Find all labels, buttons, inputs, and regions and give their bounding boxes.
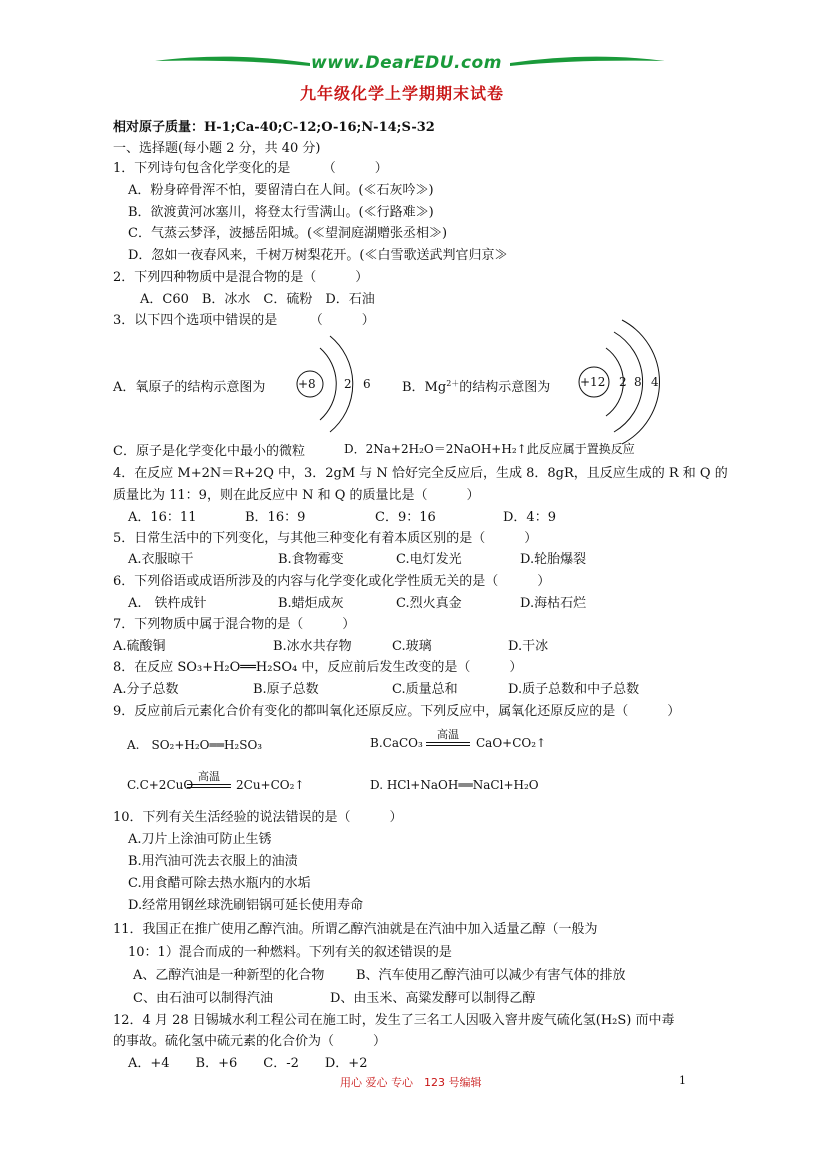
q3-stem: 3．以下四个选项中错误的是 （ ） [113, 313, 375, 328]
q2-stem: 2．下列四种物质中是混合物的是（ ） [113, 270, 369, 285]
q6-option-b: B.蜡炬成灰 [278, 596, 344, 611]
q4-option-d: D．4：9 [503, 510, 556, 525]
q1-option-c: C．气蒸云梦泽，波撼岳阳城。(≪望洞庭湖赠张丞相≫) [128, 226, 448, 241]
q4-option-a: A．16：11 [128, 510, 197, 525]
q11-option-b: B、汽车使用乙醇汽油可以减少有害气体的排放 [356, 968, 626, 983]
q7-stem: 7．下列物质中属于混合物的是（ ） [113, 617, 356, 632]
q11-option-d: D、由玉米、高粱发酵可以制得乙醇 [330, 991, 536, 1006]
q8-option-c: C.质量总和 [392, 682, 458, 697]
q4-stem-2: 质量比为 11：9，则在此反应中 N 和 Q 的质量比是（ ） [113, 488, 480, 503]
q8-option-b: B.原子总数 [253, 682, 319, 697]
q12-options: A．+4 B．+6 C．-2 D．+2 [128, 1056, 368, 1071]
q6-option-c: C.烈火真金 [396, 596, 462, 611]
q9-option-b-left: B.CaCO₃ [370, 736, 423, 750]
q12-stem-1: 12．4 月 28 日锡城水利工程公司在施工时，发生了三名工人因吸入窨井废气硫化氢(H₂S) 而中毒 [113, 1013, 675, 1028]
q5-option-c: C.电灯发光 [396, 552, 462, 567]
q9-option-a: A. SO₂+H₂O══H₂SO₃ [127, 738, 263, 752]
page-number: 1 [679, 1074, 686, 1087]
q10-stem: 10．下列有关生活经验的说法错误的是（ ） [113, 810, 403, 825]
q8-option-a: A.分子总数 [113, 682, 179, 697]
q1-option-b: B．欲渡黄河冰塞川，将登太行雪满山。(≪行路难≫) [128, 205, 434, 220]
page-title: 九年级化学上学期期末试卷 [300, 84, 505, 103]
q9-option-d: D. HCl+NaOH══NaCl+H₂O [370, 778, 539, 792]
atomic-mass: 相对原子质量：H-1;Ca-40;C-12;O-16;N-14;S-32 [113, 120, 435, 135]
q5-option-b: B.食物霉变 [278, 552, 344, 567]
q6-stem: 6．下列俗语或成语所涉及的内容与化学变化或化学性质无关的是（ ） [113, 574, 551, 589]
brand-logo: www.DearEDU.com [311, 53, 502, 73]
magnesium-shell-1: 2 [619, 375, 627, 389]
magnesium-nucleus: +12 [580, 375, 606, 389]
q1-option-d: D．忽如一夜春风来，千树万树梨花开。(≪白雪歌送武判官归京≫ [128, 248, 508, 263]
q7-option-d: D.干冰 [508, 639, 549, 654]
oxygen-shell-2: 6 [363, 377, 371, 391]
q2-options: A．C60 B．冰水 C．硫粉 D．石油 [140, 292, 375, 307]
q5-stem: 5．日常生活中的下列变化，与其他三种变化有着本质区别的是（ ） [113, 531, 538, 546]
q1-option-a: A．粉身碎骨浑不怕，要留清白在人间。(≪石灰吟≫) [128, 183, 434, 198]
footer-text: 用心 爱心 专心 123 号编辑 [340, 1076, 482, 1089]
q3-option-a: A．氧原子的结构示意图为 [113, 380, 266, 395]
q10-option-b: B.用汽油可洗去衣服上的油渍 [128, 854, 298, 869]
q1-stem: 1．下列诗句包含化学变化的是 （ ） [113, 161, 388, 176]
q7-option-a: A.硫酸铜 [113, 639, 166, 654]
q9-option-c-right: 2Cu+CO₂↑ [236, 778, 305, 792]
q11-option-a: A、乙醇汽油是一种新型的化合物 [133, 968, 325, 983]
q11-option-c: C、由石油可以制得汽油 [133, 991, 273, 1006]
q3-option-d: D．2Na+2H₂O＝2NaOH+H₂↑此反应属于置换反应 [344, 442, 635, 456]
magnesium-shell-3: 4 [651, 375, 659, 389]
q8-option-d: D.质子总数和中子总数 [508, 682, 640, 697]
magnesium-shell-2: 8 [634, 375, 642, 389]
oxygen-nucleus: +8 [298, 377, 316, 391]
q10-option-a: A.刀片上涂油可防止生锈 [128, 832, 272, 847]
q6-option-a: A. 铁杵成针 [128, 596, 207, 611]
q5-option-d: D.轮胎爆裂 [520, 552, 587, 567]
q9-c-condition: 高温 [187, 771, 231, 788]
q9-stem: 9．反应前后元素化合价有变化的都叫氧化还原反应。下列反应中，属氧化还原反应的是（ ） [113, 704, 681, 719]
q11-stem-2: 10：1）混合而成的一种燃料。下列有关的叙述错误的是 [128, 945, 452, 960]
q12-stem-2: 的事故。硫化氢中硫元素的化合价为（ ） [113, 1034, 387, 1049]
q11-stem-1: 11．我国正在推广使用乙醇汽油。所谓乙醇汽油就是在汽油中加入适量乙醇（一般为 [113, 922, 598, 937]
q3-option-c: C．原子是化学变化中最小的微粒 [113, 444, 305, 459]
q3-option-b: B．$Mg^{2+}$的结构示意图为 [402, 379, 551, 395]
q7-option-c: C.玻璃 [392, 639, 432, 654]
oxygen-shell-1: 2 [344, 377, 352, 391]
q10-option-d: D.经常用钢丝球洗刷铝锅可延长使用寿命 [128, 898, 364, 913]
q8-stem: 8．在反应 SO₃+H₂O══H₂SO₄ 中，反应前后发生改变的是（ ） [113, 660, 523, 675]
q9-b-condition: 高温 [426, 729, 470, 746]
q7-option-b: B.冰水共存物 [273, 639, 352, 654]
q4-option-b: B．16：9 [245, 510, 306, 525]
q5-option-a: A.衣服晾干 [128, 552, 194, 567]
section-heading: 一、选择题(每小题 2 分，共 40 分) [113, 141, 321, 156]
q9-option-c-left: C.C+2CuO [127, 778, 194, 792]
q4-stem-1: 4．在反应 M+2N＝R+2Q 中，3．2gM 与 N 恰好完全反应后，生成 8．8gR，且反应生成的 R 和 Q 的 [113, 466, 728, 481]
q10-option-c: C.用食醋可除去热水瓶内的水垢 [128, 876, 311, 891]
q9-option-b-right: CaO+CO₂↑ [476, 736, 547, 750]
q4-option-c: C．9：16 [375, 510, 436, 525]
q6-option-d: D.海枯石烂 [520, 596, 587, 611]
